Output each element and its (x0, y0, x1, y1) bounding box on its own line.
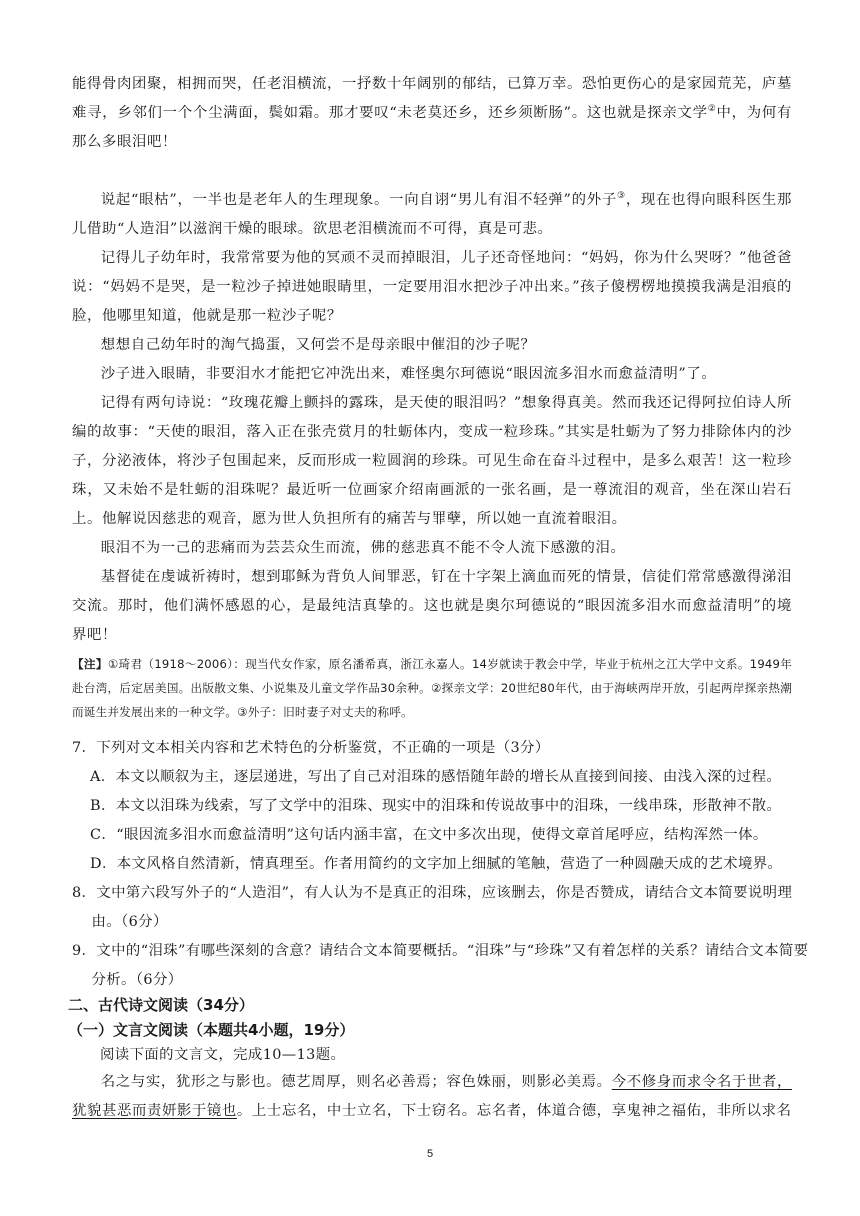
footnote-text: ①琦君（1918～2006）：现当代女作家，原名潘希真，浙江永嘉人。14岁就读于教会中学，毕业于杭州之江大学中文系。1949年赴台湾，后定居美国。出版散文集、小说集及儿童文学作品30余种。②探亲文学：20世纪80年代，由于海峡两岸开放，引起两岸探亲热潮而诞生并发展出来的一种文学。③外子：旧时妻子对丈夫的称呼。 (72, 657, 793, 719)
classical-passage-text-a: 名之与实，犹形之与影也。德艺周厚，则名必善焉；容色姝丽，则影必美焉。 (100, 1074, 612, 1090)
classical-passage-text-b: 。上士忘名，中士立名，下士窃名。忘名者，体道合德，享鬼神之福佑，非所以求名 (236, 1103, 792, 1119)
paragraph-7: 眼泪不为一己的悲痛而为芸芸众生而流，佛的慈悲真不能不令人流下感激的泪。 (100, 540, 626, 556)
footnote-marker-2: ② (707, 104, 717, 115)
reading-instruction: 阅读下面的文言文，完成10—13题。 (100, 1047, 346, 1063)
paragraph-3: 记得儿子幼年时，我常常要为他的冥顽不灵而掉眼泪，儿子还奇怪地问：“妈妈，你为什么哭呀？”他爸爸说：“妈妈不是哭，是一粒沙子掉进她眼睛里，一定要用泪水把沙子冲出来。”孩子傻楞楞地摸摸我满是泪痕的脸，他哪里知道，他就是那一粒沙子呢？ (72, 250, 792, 324)
footnote-label: 【注】 (72, 657, 108, 671)
question-7-option-c: C．“眼因流多泪水而愈益清明”这句话内涵丰富，在文中多次出现，使得文章首尾呼应，结构浑然一体。 (90, 827, 768, 843)
paragraph-6: 记得有两句诗说：“玫瑰花瓣上颤抖的露珠，是天使的眼泪吗？”想象得真美。然而我还记得阿拉伯诗人所编的故事：“天使的眼泪，落入正在张壳赏月的牡蛎体内，变成一粒珍珠。”其实是牡蛎为了努力排除体内的沙子，分泌液体，将沙子包围起来，反而形成一粒圆润的珍珠。可见生命在奋斗过程中，是多么艰苦！这一粒珍珠，又未始不是牡蛎的泪珠呢？最近听一位画家介绍南画派的一张名画，是一尊流泪的观音，坐在深山岩石上。他解说因慈悲的观音，愿为世人负担所有的痛苦与罪孽，所以她一直流着眼泪。 (72, 395, 792, 527)
question-7: 7．下列对文本相关内容和艺术特色的分析鉴赏，不正确的一项是（3分） (72, 740, 550, 756)
paragraph-2 (72, 186, 792, 244)
question-7-option-a: A．本文以顺叙为主，逐层递进，写出了自己对泪珠的感悟随年龄的增长从直接到间接、由浅入深的过程。 (90, 769, 782, 785)
paragraph-1 (72, 70, 792, 157)
paragraph-4: 想想自己幼年时的淘气捣蛋，又何尝不是母亲眼中催泪的沙子呢？ (100, 337, 536, 353)
paragraph-2-text-b: ，现在也得向眼科医生那儿借助“人造泪”以滋润干燥的眼球。欲思老泪横流而不可得，真是可悲。 (72, 192, 793, 237)
classical-passage (72, 1068, 792, 1126)
footnote-block (72, 652, 792, 724)
paragraph-2-text-a: 说起“眼枯”，一半也是老年人的生理现象。一向自诩“男儿有泪不轻弹”的外子 (100, 192, 617, 208)
paragraph-1-text: 能得骨肉团聚，相拥而哭，任老泪横流，一抒数十年阔别的郁结，已算万幸。恐怕更伤心的是家园荒芜，庐墓难寻，乡邻们一个个尘满面，鬓如霜。那才要叹“未老莫还乡，还乡须断肠”。这也就是探亲文学 (72, 76, 792, 121)
footnote-marker-3: ③ (617, 191, 626, 202)
question-7-option-b: B．本文以泪珠为线索，写了文学中的泪珠、现实中的泪珠和传说故事中的泪珠，一线串珠，形散神不散。 (90, 798, 782, 814)
subsection-heading-classical-prose: （一）文言文阅读（本题共4小题，19分） (68, 1021, 355, 1039)
question-9: 9．文中的“泪珠”有哪些深刻的含意？请结合文本简要概括。“泪珠”与“珍珠”又有着怎样的关系？请结合文本简要分析。（6分） (72, 943, 809, 988)
paragraph-8: 基督徒在虔诚祈祷时，想到耶稣为背负人间罪恶，钉在十字架上滴血而死的情景，信徒们常常感激得涕泪交流。那时，他们满怀感恩的心，是最纯洁真挚的。这也就是奥尔珂德说的“眼因流多泪水而愈益清明”的境界吧！ (72, 569, 792, 643)
question-7-option-d: D．本文风格自然清新，情真理至。作者用简约的文字加上细腻的笔触，营造了一种圆融天成的艺术境界。 (90, 856, 783, 872)
classical-passage-underlined: 今不修身而求令名于世者，犹貌甚恶而责妍影于镜也 (72, 1074, 793, 1119)
question-8: 8．文中第六段写外子的“人造泪”，有人认为不是真正的泪珠，应该删去，你是否赞成，请结合文本简要说明理由。（6分） (72, 885, 793, 930)
section-heading-classical-reading: 二、古代诗文阅读（34分） (68, 996, 254, 1014)
page-number: 5 (426, 1148, 434, 1160)
paragraph-5: 沙子进入眼睛，非要泪水才能把它冲洗出来，难怪奥尔珂德说“眼因流多泪水而愈益清明”了。 (100, 366, 717, 382)
paragraph-1-end: 中，为何有那么多眼泪吧！ (72, 105, 792, 150)
